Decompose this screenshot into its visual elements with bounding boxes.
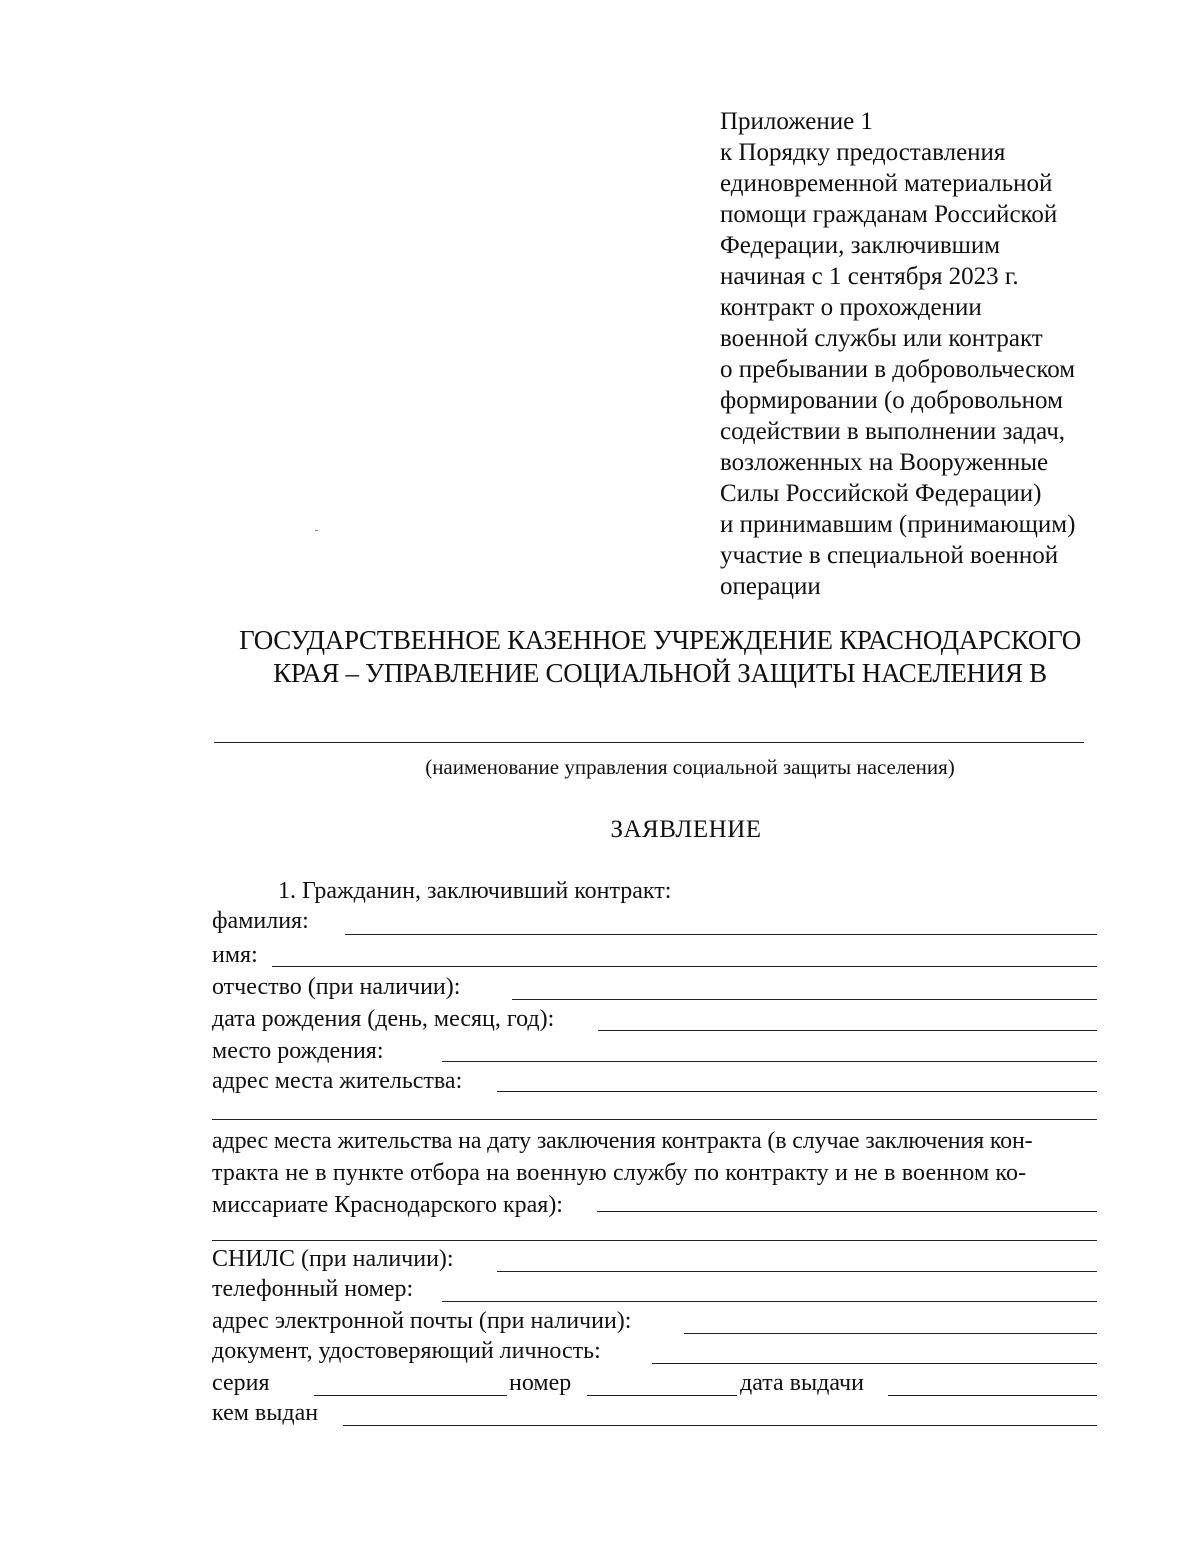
appendix-line: формировании (о добровольном bbox=[720, 387, 1063, 414]
email-label: адрес электронной почты (при наличии): bbox=[212, 1308, 632, 1334]
page-title: ЗАЯВЛЕНИЕ bbox=[610, 816, 762, 843]
residence-label: адрес места жительства: bbox=[212, 1068, 463, 1094]
appendix-line: возложенных на Вооруженные bbox=[720, 449, 1049, 476]
residence-field[interactable] bbox=[497, 1091, 1097, 1092]
birth-place-field[interactable] bbox=[442, 1061, 1097, 1062]
contract-address-paragraph bbox=[212, 1125, 1096, 1221]
snils-label: СНИЛС (при наличии): bbox=[212, 1246, 454, 1272]
phone-field[interactable] bbox=[442, 1301, 1097, 1302]
appendix-line: о пребывании в добровольческом bbox=[720, 356, 1076, 383]
organization-caption: (наименование управления социальной защиты населения) bbox=[425, 755, 955, 779]
number-label: номер bbox=[509, 1370, 572, 1396]
name-field[interactable] bbox=[272, 966, 1097, 967]
number-field[interactable] bbox=[587, 1395, 737, 1396]
organization-line-1: ГОСУДАРСТВЕННОЕ КАЗЕННОЕ УЧРЕЖДЕНИЕ КРАСНОДАРСКОГО bbox=[239, 625, 1081, 655]
birth-date-label: дата рождения (день, месяц, год): bbox=[212, 1006, 555, 1032]
scan-speck bbox=[315, 530, 318, 531]
appendix-line: Силы Российской Федерации) bbox=[720, 480, 1042, 507]
phone-label: телефонный номер: bbox=[212, 1276, 414, 1302]
contract-address-field[interactable] bbox=[597, 1211, 1097, 1212]
appendix-note bbox=[720, 106, 1140, 602]
appendix-line: помощи гражданам Российской bbox=[720, 201, 1058, 228]
residence-field-continued[interactable] bbox=[212, 1119, 1097, 1120]
patronymic-label: отчество (при наличии): bbox=[212, 974, 461, 1000]
email-field[interactable] bbox=[684, 1333, 1097, 1334]
appendix-line: военной службы или контракт bbox=[720, 325, 1043, 352]
issue-date-label: дата выдачи bbox=[740, 1370, 864, 1396]
issued-by-field[interactable] bbox=[343, 1425, 1097, 1426]
contract-address-line-2: тракта не в пункте отбора на военную службу по контракту и не в военном ко- bbox=[212, 1160, 1027, 1186]
organization-heading bbox=[150, 624, 1170, 690]
issue-date-field[interactable] bbox=[888, 1395, 1097, 1396]
id-document-label: документ, удостоверяющий личность: bbox=[212, 1338, 601, 1364]
organization-name-field[interactable] bbox=[214, 742, 1084, 743]
name-label: имя: bbox=[212, 942, 258, 968]
appendix-line: к Порядку предоставления bbox=[720, 139, 1006, 166]
appendix-line: содействии в выполнении задач, bbox=[720, 418, 1066, 445]
contract-address-line-3: миссариате Краснодарского края): bbox=[212, 1192, 563, 1218]
id-document-field[interactable] bbox=[652, 1363, 1097, 1364]
appendix-line: участие в специальной военной bbox=[720, 542, 1059, 569]
organization-line-2: КРАЯ – УПРАВЛЕНИЕ СОЦИАЛЬНОЙ ЗАЩИТЫ НАСЕЛЕНИЯ В bbox=[273, 658, 1047, 688]
contract-address-field-continued[interactable] bbox=[212, 1240, 1097, 1241]
appendix-line: единовременной материальной bbox=[720, 170, 1053, 197]
section-heading: 1. Гражданин, заключивший контракт: bbox=[278, 878, 672, 904]
appendix-line: начиная с 1 сентября 2023 г. bbox=[720, 263, 1019, 290]
appendix-line: Приложение 1 bbox=[720, 108, 873, 135]
birth-date-field[interactable] bbox=[598, 1030, 1097, 1031]
appendix-line: и принимавшим (принимающим) bbox=[720, 511, 1076, 538]
appendix-line: Федерации, заключившим bbox=[720, 232, 1001, 259]
issued-by-label: кем выдан bbox=[212, 1400, 319, 1426]
appendix-line: контракт о прохождении bbox=[720, 294, 982, 321]
appendix-line: операции bbox=[720, 573, 821, 600]
series-label: серия bbox=[212, 1370, 270, 1396]
snils-field[interactable] bbox=[497, 1271, 1097, 1272]
contract-address-line-1: адрес места жительства на дату заключения контракта (в случае заключения кон- bbox=[212, 1128, 1033, 1154]
birth-place-label: место рождения: bbox=[212, 1038, 384, 1064]
surname-label: фамилия: bbox=[212, 908, 309, 934]
patronymic-field[interactable] bbox=[512, 999, 1097, 1000]
surname-field[interactable] bbox=[345, 934, 1097, 935]
series-field[interactable] bbox=[314, 1395, 507, 1396]
